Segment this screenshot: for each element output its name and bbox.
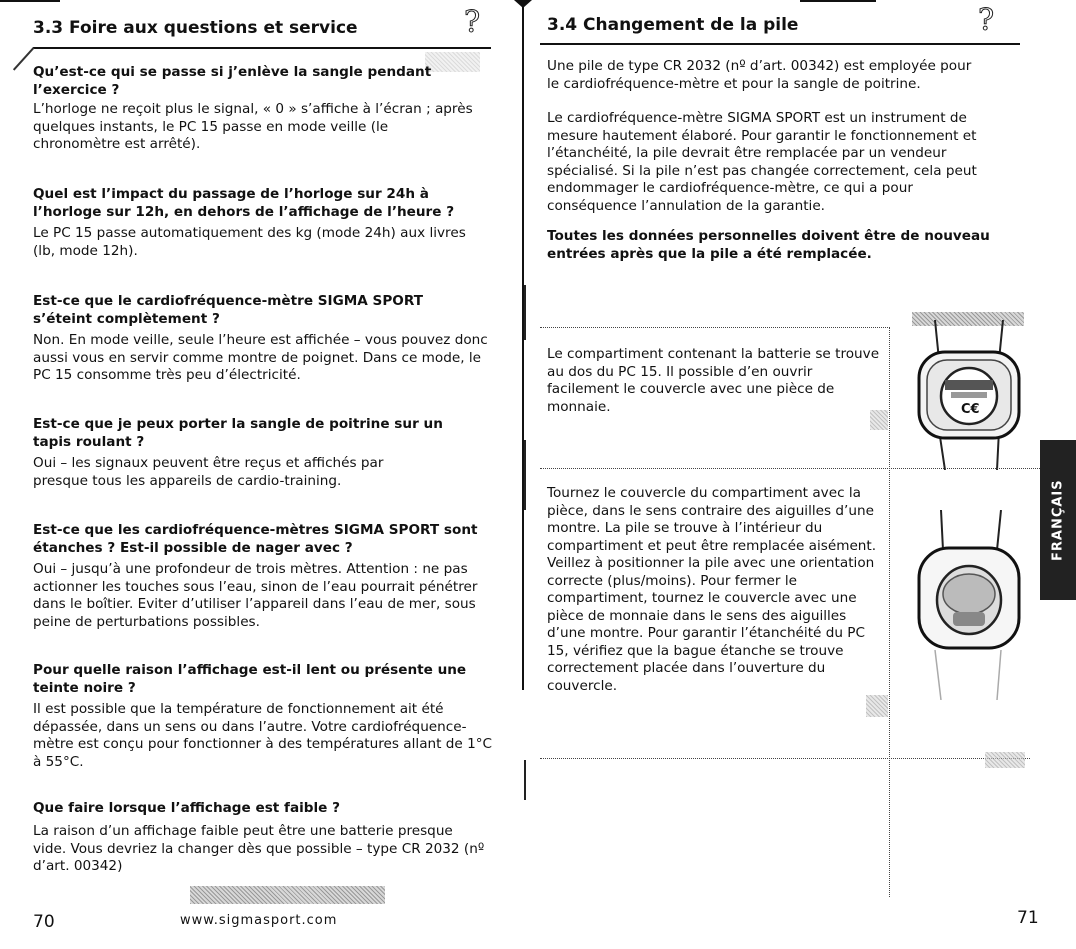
faq-question-3: Est-ce que le cardiofréquence-mètre SIGMA SPORT s’éteint complètement ?: [33, 293, 423, 327]
faq-answer-4: Oui – les signaux peuvent être reçus et affichés par presque tous les appareils de cardio-training.: [33, 455, 384, 489]
faq-question-7: Que faire lorsque l’affichage est faible ?: [33, 800, 341, 816]
left-title-slash: [13, 47, 35, 71]
faq-question-4: Est-ce que je peux porter la sangle de poitrine sur un tapis roulant ?: [33, 416, 443, 450]
step2-dotted-rule: [540, 468, 1040, 469]
page-number-left: 70: [33, 912, 55, 932]
step-dotted-column: [889, 327, 890, 897]
website-link[interactable]: www.sigmasport.com: [180, 913, 338, 928]
right-title-underline: [540, 43, 1020, 45]
step3-dotted-rule: [540, 758, 1030, 759]
faq-answer-2: Le PC 15 passe automatiquement des kg (mode 24h) aux livres (lb, mode 12h).: [33, 225, 466, 259]
page-divider: [522, 0, 524, 690]
faq-answer-7: La raison d’un affichage faible peut être une batterie presque vide. Vous devriez la changer dès que possible – type CR 2032 (nº d’art. 00342): [33, 823, 485, 874]
left-section-title: 3.3 Foire aux questions et service: [33, 18, 358, 38]
halftone-patch-2: [870, 410, 888, 430]
faq-question-1: Qu’est-ce qui se passe si j’enlève la sangle pendant l’exercice ?: [33, 64, 432, 98]
top-rule-left: [0, 0, 60, 2]
faq-answer-6: Il est possible que la température de fonctionnement ait été dépassée, dans un sens ou dans l’autre. Votre cardiofréquence-mètre est conçu pour fonctionner à des températures allant de 1°C à 55°C.: [33, 701, 493, 770]
faq-question-5: Est-ce que les cardiofréquence-mètres SIGMA SPORT sont étanches ? Est-il possible de nager avec ?: [33, 522, 478, 556]
step2-text: Tournez le couvercle du compartiment avec la pièce, dans le sens contraire des aiguilles d’une montre. La pile se trouve à l’intérieur du compartiment et peut être remplacée aisément. Veillez à positionner la pile avec une orientation correcte (plus/moins). Pour fermer le compartiment, tournez le couvercle avec une pièce de monnaie dans le sens des aiguilles d’une montre. Pour garantir l’étanchéité du PC 15, vérifiez que la bague étanche se trouve correctement placée dans l’ouverture du couvercle.: [547, 485, 877, 694]
faq-answer-1: L’horloge ne reçoit plus le signal, « 0 » s’affiche à l’écran ; après quelques instants, le PC 15 passe en mode veille (le chronomètre est arrêté).: [33, 101, 473, 152]
halftone-patch-3: [866, 695, 888, 717]
step2-marker: [524, 440, 526, 510]
language-tab: FRANÇAIS: [1040, 440, 1076, 600]
step1-marker: [524, 285, 526, 340]
personal-data-note: Toutes les données personnelles doivent être de nouveau entrées après que la pile a été remplacée.: [547, 228, 990, 262]
intro-paragraph-2: Le cardiofréquence-mètre SIGMA SPORT est un instrument de mesure hautement élaboré. Pour garantir le fonctionnement et l’étanchéité, la pile devrait être remplacée par un vendeur spécialisé. Si la pile n’est pas changée correctement, cela peut endommager le cardiofréquence-mètre, ce qui a pour conséquence l’annulation de la garantie.: [547, 110, 977, 214]
footer-gray-bar: [190, 886, 385, 904]
watch-back-illustration: [905, 320, 1025, 470]
step1-text: Le compartiment contenant la batterie se trouve au dos du PC 15. Il possible d’en ouvrir facilement le couvercle avec une pièce de monnaie.: [547, 346, 880, 415]
faq-question-6: Pour quelle raison l’affichage est-il lent ou présente une teinte noire ?: [33, 662, 467, 696]
step3-marker: [524, 760, 526, 800]
watch-open-illustration: [905, 510, 1025, 700]
faq-answer-5: Oui – jusqu’à une profondeur de trois mètres. Attention : ne pas actionner les touches sous l’eau, sinon de l’eau pourrait pénétrer dans le boîtier. Eviter d’utiliser l’appareil dans l’eau de mer, sous peine de perturbations possibles.: [33, 561, 478, 630]
left-title-underline: [33, 47, 491, 49]
service-question-mark-icon: ?: [977, 3, 995, 38]
divider-notch: [514, 0, 532, 8]
faq-question-2: Quel est l’impact du passage de l’horloge sur 24h à l’horloge sur 12h, en dehors de l’affichage de l’heure ?: [33, 186, 455, 220]
faq-answer-3: Non. En mode veille, seule l’heure est affichée – vous pouvez donc aussi vous en servir comme montre de poignet. Dans ce mode, le PC 15 consomme très peu d’électricité.: [33, 332, 488, 383]
intro-paragraph-1: Une pile de type CR 2032 (nº d’art. 00342) est employée pour le cardiofréquence-mètre et pour la sangle de poitrine.: [547, 58, 972, 92]
halftone-patch-4: [985, 752, 1025, 768]
step1-dotted-rule: [540, 327, 890, 328]
faq-question-mark-icon: ?: [463, 5, 481, 40]
top-rule-right: [800, 0, 876, 2]
ce-mark: C€: [961, 402, 980, 417]
page-number-right: 71: [1017, 908, 1039, 928]
right-section-title: 3.4 Changement de la pile: [547, 15, 799, 35]
